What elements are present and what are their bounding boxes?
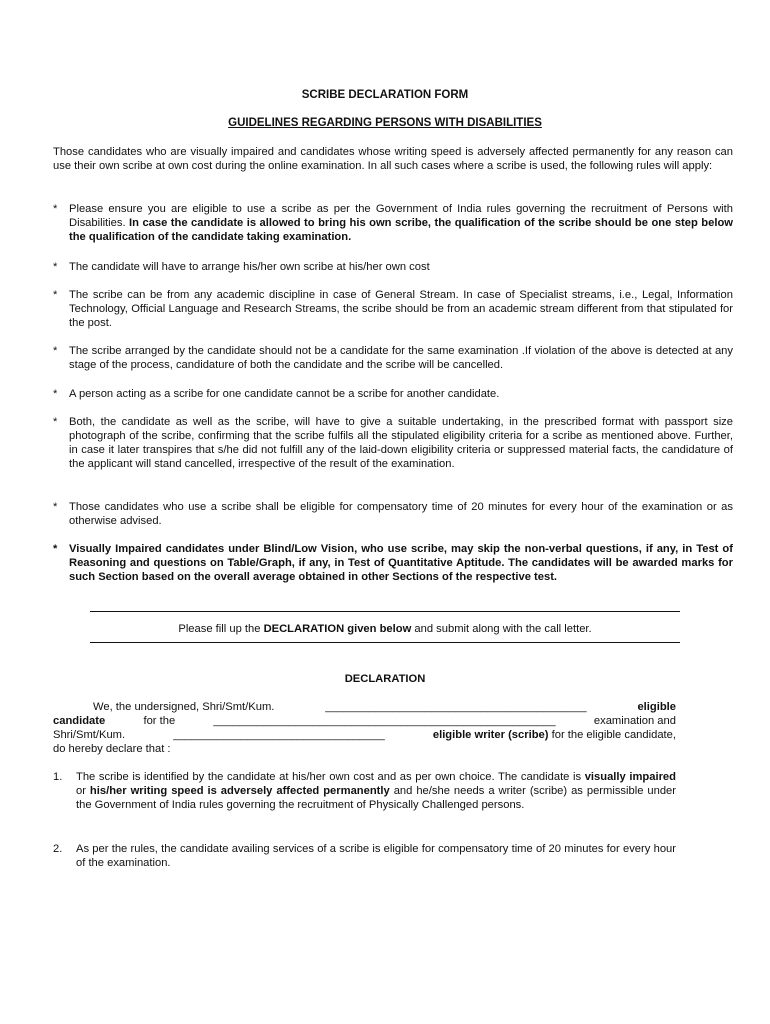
rule-item-8 [53, 542, 733, 584]
rule-1-text: Please ensure you are eligible to use a scribe as per the Government of India rules governing the recruitment of Persons with Disabilities. [69, 203, 733, 229]
rule-item-5 [53, 387, 733, 401]
declaration-item-2 [53, 842, 676, 870]
item-1-text-b: or [76, 785, 90, 797]
rule-item-3 [53, 288, 733, 330]
bullet-star: * [53, 501, 58, 513]
note-post: and submit along with the call letter. [411, 623, 592, 635]
bullet-star: * [53, 543, 58, 555]
decl-eligible-label: eligible [637, 701, 676, 713]
item-number: 1. [53, 771, 63, 783]
decl-examination-and: examination and [593, 715, 676, 727]
rule-3-text: The scribe can be from any academic discipline in case of General Stream. In case of Specialist streams, i.e., Legal, Information Technology, Official Language and Research Streams, the scribe should be from an academic stream different from that stipulated for the post. [69, 289, 733, 329]
item-1-bold-a: visually impaired [584, 771, 676, 783]
bullet-star: * [53, 345, 58, 357]
rule-5-text: A person acting as a scribe for one candidate cannot be a scribe for another candidate. [69, 388, 500, 400]
instruction-note [0, 622, 770, 636]
candidate-name-blank: __________________________________________ [325, 701, 587, 713]
item-1-text-c: and he/she needs a writer (scribe) as permissible under the Government of India rules governing the recruitment of Physically Challenged persons. [76, 785, 676, 811]
rule-6-text: Both, the candidate as well as the scribe, will have to give a suitable undertaking, in the prescribed format with passport size photograph of the scribe, confirming that the scribe fulfils all the stipulated eligibility criteria for a scribe as mentioned above. Further, in case it later transpires that s/he did not fulfill any of the laid-down eligibility criteria or suppressed material facts, the candidature of the applicant will stand cancelled, irrespective of the result of the examination. [69, 416, 733, 470]
examination-name-blank: _______________________________________________________ [213, 715, 556, 727]
rule-4-text: The scribe arranged by the candidate should not be a candidate for the same examination .If violation of the above is detected at any stage of the process, candidature of both the candidate and the scribe will be cancelled. [69, 345, 733, 371]
divider-top [90, 611, 680, 612]
bullet-star: * [53, 203, 58, 215]
rule-8-text: Visually Impaired candidates under Blind/Low Vision, who use scribe, may skip the non-verbal questions, if any, in Test of Reasoning and questions on Table/Graph, if any, in Test of Quantitative Aptitude. The candidates will be awarded marks for such Section based on the overall average obtained in other Sections of the respective test. [69, 543, 733, 583]
decl-line3-prefix: Shri/Smt/Kum. [53, 729, 126, 741]
bullet-star: * [53, 388, 58, 400]
item-2-text: As per the rules, the candidate availing services of a scribe is eligible for compensatory time of 20 minutes for every hour of the examination. [76, 843, 676, 869]
scribe-name-blank: __________________________________ [173, 729, 385, 741]
decl-for-the: for the [143, 715, 176, 727]
rule-item-1 [53, 202, 733, 244]
intro-paragraph: Those candidates who are visually impaired and candidates whose writing speed is adversely affected permanently for any reason can use their own scribe at own cost during the online examination. In all such cases where a scribe is used, the following rules will apply: [53, 146, 733, 172]
item-1-bold-b: his/her writing speed is adversely affected permanently [89, 785, 390, 797]
declaration-item-1 [53, 770, 676, 812]
guidelines-heading: GUIDELINES REGARDING PERSONS WITH DISABILITIES [228, 117, 542, 129]
declaration-heading: DECLARATION [344, 673, 426, 685]
item-1-text-a: The scribe is identified by the candidate at his/her own cost and as per own choice. The candidate is [76, 771, 585, 783]
divider-bottom [90, 642, 680, 643]
rule-item-2 [53, 260, 733, 274]
decl-line3-suffix: for the eligible candidate, [548, 729, 676, 741]
declaration-body [53, 700, 676, 756]
bullet-star: * [53, 289, 58, 301]
note-pre: Please fill up the [178, 623, 264, 635]
decl-candidate-label: candidate [53, 715, 106, 727]
rule-1-bold-text: In case the candidate is allowed to bring his own scribe, the qualification of the scribe should be one step below the qualification of the candidate taking examination. [69, 217, 733, 243]
note-bold: DECLARATION given below [263, 623, 412, 635]
bullet-star: * [53, 261, 58, 273]
item-number: 2. [53, 843, 63, 855]
rule-7-text: Those candidates who use a scribe shall be eligible for compensatory time of 20 minutes for every hour of the examination or as otherwise advised. [69, 501, 733, 527]
rule-item-4 [53, 344, 733, 372]
rule-item-7 [53, 500, 733, 528]
bullet-star: * [53, 416, 58, 428]
decl-line4: do hereby declare that : [53, 743, 171, 755]
decl-line1-text: We, the undersigned, Shri/Smt/Kum. [93, 701, 275, 713]
rule-2-text: The candidate will have to arrange his/her own scribe at his/her own cost [69, 261, 430, 273]
rule-item-6 [53, 415, 733, 471]
form-title: SCRIBE DECLARATION FORM [301, 89, 469, 101]
decl-writer-label: eligible writer (scribe) [432, 729, 549, 741]
